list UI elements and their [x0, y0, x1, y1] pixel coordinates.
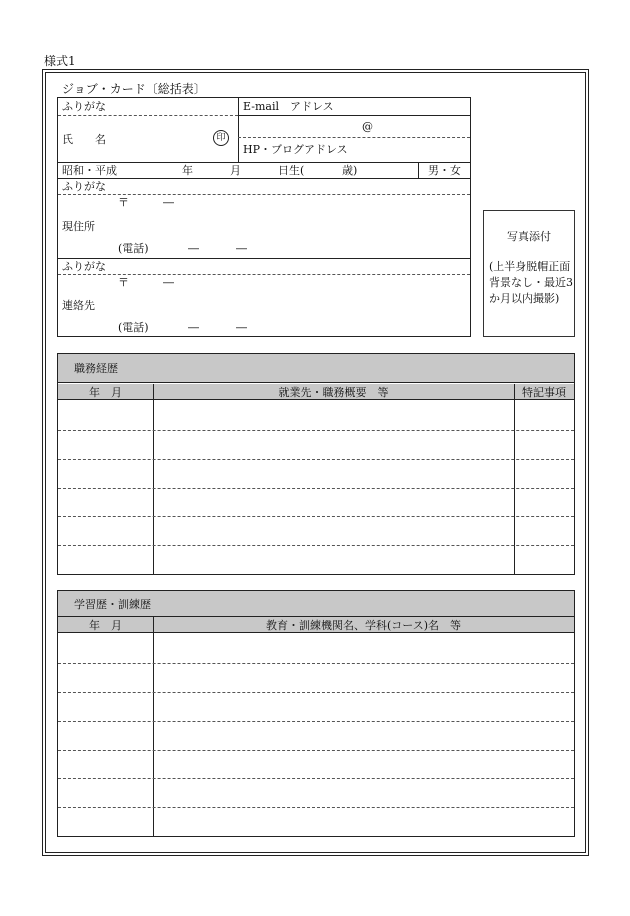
table-row	[58, 430, 574, 431]
seal-mark: 印	[213, 130, 229, 146]
education-history-title: 学習歴・訓練歴	[74, 598, 151, 611]
table-row	[58, 516, 574, 517]
address-phone-dash-2: ―	[236, 242, 247, 255]
contact-phone-dash-2: ―	[236, 321, 247, 334]
education-col-date: 年 月	[89, 619, 122, 632]
photo-note: (上半身脱帽正面背景なし・最近3か月以内撮影)	[489, 260, 573, 305]
divider	[58, 274, 470, 275]
divider	[58, 115, 238, 116]
table-row	[58, 692, 574, 693]
divider	[153, 617, 154, 836]
divider	[58, 162, 470, 163]
birth-month-label: 月	[230, 164, 241, 177]
table-row	[58, 545, 574, 546]
name-furigana-label: ふりがな	[62, 100, 106, 113]
age-label: 歳)	[342, 164, 358, 177]
work-history-header	[58, 354, 574, 383]
email-at-sign: @	[362, 120, 373, 133]
birth-era-label: 昭和・平成	[62, 164, 117, 177]
work-history-title: 職務経歴	[74, 362, 118, 375]
table-row	[58, 750, 574, 751]
divider	[58, 194, 470, 195]
education-col-description: 教育・訓練機関名、学科(コース)名 等	[265, 619, 462, 632]
address-phone-label: (電話)	[118, 242, 149, 255]
hp-blog-label: HP・ブログアドレス	[243, 143, 348, 156]
table-row	[58, 663, 574, 664]
contact-furigana-label: ふりがな	[62, 260, 106, 273]
name-label: 氏 名	[62, 133, 106, 146]
contact-postal-dash: ―	[163, 276, 174, 289]
address-phone-dash-1: ―	[188, 242, 199, 255]
email-label: E-mail アドレス	[243, 100, 334, 113]
contact-postal-mark: 〒	[118, 276, 129, 289]
work-col-description: 就業先・職務概要 等	[278, 386, 389, 399]
table-row	[58, 721, 574, 722]
divider	[238, 97, 239, 162]
table-row	[58, 807, 574, 808]
birth-year-label: 年	[182, 164, 193, 177]
card-title: ジョブ・カード〔総括表〕	[62, 82, 206, 96]
work-col-date: 年 月	[89, 386, 122, 399]
divider	[238, 115, 470, 116]
work-col-notes: 特記事項	[522, 386, 566, 399]
address-label: 現住所	[62, 220, 95, 233]
divider	[238, 137, 470, 138]
address-postal-dash: ―	[163, 196, 174, 209]
contact-phone-dash-1: ―	[188, 321, 199, 334]
address-furigana-label: ふりがな	[62, 180, 106, 193]
table-row	[58, 459, 574, 460]
table-row	[58, 488, 574, 489]
table-row	[58, 778, 574, 779]
photo-title: 写真添付	[507, 230, 551, 243]
contact-phone-label: (電話)	[118, 321, 149, 334]
form-code: 様式1	[44, 54, 76, 68]
divider	[58, 178, 470, 179]
divider	[58, 258, 470, 259]
contact-label: 連絡先	[62, 299, 95, 312]
birth-day-label: 日生(	[278, 164, 305, 177]
photo-box	[483, 210, 575, 337]
gender-label: 男・女	[428, 164, 461, 177]
personal-info-box	[57, 97, 471, 337]
address-postal-mark: 〒	[118, 196, 129, 209]
divider	[418, 162, 419, 178]
